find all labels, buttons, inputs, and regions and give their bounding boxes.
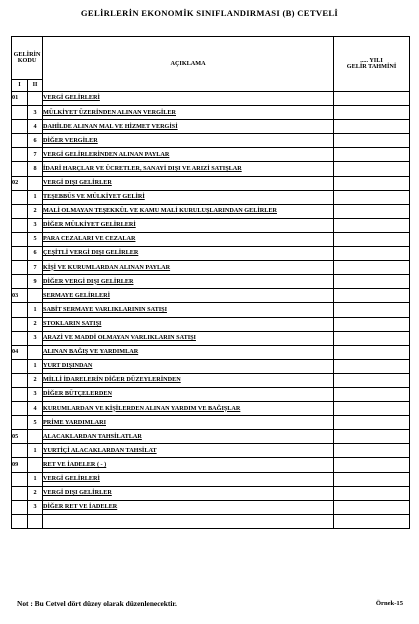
estimate-cell — [334, 176, 410, 190]
description-cell: DİĞER VERGİ DIŞI GELİRLER — [43, 275, 334, 289]
code-level-1-cell — [12, 486, 28, 500]
code-level-2-cell — [28, 289, 43, 303]
code-level-1-cell — [12, 303, 28, 317]
estimate-cell — [334, 317, 410, 331]
table-row — [12, 514, 410, 528]
table-body — [12, 92, 410, 529]
code-level-1-cell: 01 — [12, 92, 28, 106]
estimate-cell — [334, 261, 410, 275]
estimate-cell — [334, 218, 410, 232]
table-row — [12, 472, 410, 486]
estimate-cell — [334, 430, 410, 444]
description-cell: RET VE İADELER ( - ) — [43, 458, 334, 472]
description-cell: ALACAKLARDAN TAHSİLATLAR — [43, 430, 334, 444]
estimate-cell — [334, 303, 410, 317]
table-row — [12, 500, 410, 514]
header-revenue-estimate-line1: ..... YILI — [360, 56, 383, 64]
table-row — [12, 444, 410, 458]
description-cell: KURUMLARDAN VE KİŞİLERDEN ALINAN YARDIM VE BAĞIŞLAR — [43, 402, 334, 416]
code-level-1-cell — [12, 387, 28, 401]
estimate-cell — [334, 486, 410, 500]
estimate-cell — [334, 275, 410, 289]
page-title: GELİRLERİN EKONOMİK SINIFLANDIRMASI (B) CETVELİ — [80, 8, 339, 18]
code-level-1-cell — [12, 359, 28, 373]
code-level-1-cell — [12, 162, 28, 176]
description-cell: ARAZİ VE MADDİ OLMAYAN VARLIKLARIN SATIŞI — [43, 331, 334, 345]
header-revenue-code-line1: GELİRİN — [13, 50, 41, 58]
code-level-1-cell — [12, 416, 28, 430]
code-level-2-cell: 2 — [28, 486, 43, 500]
code-level-2-cell: 7 — [28, 261, 43, 275]
code-level-1-cell — [12, 218, 28, 232]
code-level-1-cell — [12, 134, 28, 148]
table-row — [12, 247, 410, 261]
header-code-level-1: I — [12, 80, 28, 92]
estimate-cell — [334, 500, 410, 514]
estimate-cell — [334, 148, 410, 162]
code-level-2-cell — [28, 514, 43, 528]
estimate-cell — [334, 106, 410, 120]
code-level-2-cell: 6 — [28, 247, 43, 261]
description-cell: SABİT SERMAYE VARLIKLARININ SATIŞI — [43, 303, 334, 317]
code-level-2-cell: 1 — [28, 359, 43, 373]
table-row — [12, 232, 410, 246]
code-level-2-cell: 1 — [28, 472, 43, 486]
table-row — [12, 416, 410, 430]
code-level-2-cell: 1 — [28, 190, 43, 204]
description-cell: TEŞEBBÜS VE MÜLKİYET GELİRİ — [43, 190, 334, 204]
table-row — [12, 317, 410, 331]
table-row — [12, 106, 410, 120]
code-level-2-cell: 3 — [28, 387, 43, 401]
code-level-1-cell — [12, 514, 28, 528]
estimate-cell — [334, 402, 410, 416]
code-level-1-cell — [12, 190, 28, 204]
estimate-cell — [334, 359, 410, 373]
code-level-2-cell — [28, 458, 43, 472]
estimate-cell — [334, 373, 410, 387]
table-row — [12, 373, 410, 387]
table-row — [12, 402, 410, 416]
code-level-2-cell: 3 — [28, 106, 43, 120]
estimate-cell — [334, 247, 410, 261]
code-level-2-cell: 9 — [28, 275, 43, 289]
table-row — [12, 120, 410, 134]
description-cell: ÇEŞİTLİ VERGİ DIŞI GELİRLER — [43, 247, 334, 261]
description-cell: VERGİ DIŞI GELİRLER — [43, 176, 334, 190]
header-code-level-2: II — [28, 80, 43, 92]
table-row — [12, 176, 410, 190]
example-number: Örnek-15 — [375, 600, 403, 607]
code-level-2-cell: 5 — [28, 416, 43, 430]
table-row — [12, 92, 410, 106]
description-cell: PARA CEZALARI VE CEZALAR — [43, 232, 334, 246]
estimate-cell — [334, 514, 410, 528]
table-row — [12, 218, 410, 232]
estimate-cell — [334, 120, 410, 134]
estimate-cell — [334, 204, 410, 218]
table-row — [12, 289, 410, 303]
table-row — [12, 345, 410, 359]
table-row — [12, 387, 410, 401]
code-level-2-cell: 5 — [28, 232, 43, 246]
estimate-cell — [334, 232, 410, 246]
code-level-2-cell: 3 — [28, 218, 43, 232]
description-cell: VERGİ DIŞI GELİRLER — [43, 486, 334, 500]
table-row — [12, 430, 410, 444]
table-row — [12, 303, 410, 317]
description-cell: VERGİ GELİRLERİ — [43, 472, 334, 486]
code-level-2-cell — [28, 92, 43, 106]
code-level-1-cell — [12, 148, 28, 162]
estimate-cell — [334, 162, 410, 176]
estimate-cell — [334, 289, 410, 303]
header-revenue-estimate-line2: GELİR TAHMİNİ — [346, 63, 397, 70]
code-level-2-cell — [28, 176, 43, 190]
estimate-cell — [334, 458, 410, 472]
header-revenue-code-line2: KODU — [17, 57, 37, 64]
code-level-1-cell — [12, 204, 28, 218]
code-level-2-cell: 2 — [28, 204, 43, 218]
code-level-2-cell: 7 — [28, 148, 43, 162]
table-row — [12, 331, 410, 345]
table-row — [12, 359, 410, 373]
description-cell: DİĞER RET VE İADELER — [43, 500, 334, 514]
table-row — [12, 486, 410, 500]
code-level-1-cell — [12, 232, 28, 246]
code-level-2-cell: 8 — [28, 162, 43, 176]
code-level-1-cell: 04 — [12, 345, 28, 359]
description-cell: İDARİ HARÇLAR VE ÜCRETLER, SANAYİ DIŞI VE ARIZİ SATIŞLAR — [43, 162, 334, 176]
estimate-cell — [334, 92, 410, 106]
code-level-1-cell — [12, 247, 28, 261]
header-revenue-estimate — [334, 37, 410, 92]
code-level-2-cell: 4 — [28, 120, 43, 134]
code-level-2-cell — [28, 345, 43, 359]
description-cell: VERGİ GELİRLERİ — [43, 92, 334, 106]
code-level-1-cell: 05 — [12, 430, 28, 444]
estimate-cell — [334, 444, 410, 458]
code-level-1-cell — [12, 106, 28, 120]
code-level-2-cell: 1 — [28, 444, 43, 458]
description-cell: YURTİÇİ ALACAKLARDAN TAHSİLAT — [43, 444, 334, 458]
code-level-1-cell — [12, 120, 28, 134]
description-cell: ALINAN BAĞIŞ VE YARDIMLAR — [43, 345, 334, 359]
code-level-2-cell: 6 — [28, 134, 43, 148]
code-level-1-cell — [12, 373, 28, 387]
code-level-2-cell: 1 — [28, 303, 43, 317]
code-level-1-cell — [12, 444, 28, 458]
code-level-2-cell: 2 — [28, 373, 43, 387]
table-row — [12, 204, 410, 218]
code-level-1-cell — [12, 261, 28, 275]
description-cell: DİĞER VERGİLER — [43, 134, 334, 148]
code-level-2-cell: 3 — [28, 331, 43, 345]
code-level-2-cell — [28, 430, 43, 444]
description-cell: PRİME YARDIMLARI — [43, 416, 334, 430]
footnote: Not : Bu Cetvel dört düzey olarak düzenlenecektir. — [17, 599, 177, 608]
estimate-cell — [334, 345, 410, 359]
header-description: AÇIKLAMA — [43, 37, 334, 92]
estimate-cell — [334, 331, 410, 345]
code-level-2-cell: 4 — [28, 402, 43, 416]
estimate-cell — [334, 387, 410, 401]
code-level-1-cell — [12, 317, 28, 331]
table-row — [12, 148, 410, 162]
description-cell: STOKLARIN SATIŞI — [43, 317, 334, 331]
description-cell: DİĞER BÜTÇELERDEN — [43, 387, 334, 401]
estimate-cell — [334, 190, 410, 204]
estimate-cell — [334, 134, 410, 148]
revenue-classification-table — [11, 36, 410, 529]
description-cell: MİLLİ İDARELERİN DİĞER DÜZEYLERİNDEN — [43, 373, 334, 387]
code-level-2-cell: 3 — [28, 500, 43, 514]
description-cell: KİŞİ VE KURUMLARDAN ALINAN PAYLAR — [43, 261, 334, 275]
code-level-1-cell: 02 — [12, 176, 28, 190]
estimate-cell — [334, 416, 410, 430]
table-row — [12, 162, 410, 176]
code-level-1-cell — [12, 472, 28, 486]
description-cell: DAHİLDE ALINAN MAL VE HİZMET VERGİSİ — [43, 120, 334, 134]
code-level-1-cell: 09 — [12, 458, 28, 472]
description-cell: DİĞER MÜLKİYET GELİRLERİ — [43, 218, 334, 232]
description-cell: MÜLKİYET ÜZERİNDEN ALINAN VERGİLER — [43, 106, 334, 120]
description-cell: MALİ OLMAYAN TEŞEKKÜL VE KAMU MALİ KURULUŞLARINDAN GELİRLER — [43, 204, 334, 218]
code-level-2-cell: 2 — [28, 317, 43, 331]
table-row — [12, 275, 410, 289]
estimate-cell — [334, 472, 410, 486]
code-level-1-cell — [12, 402, 28, 416]
code-level-1-cell — [12, 275, 28, 289]
table-row — [12, 261, 410, 275]
table-row — [12, 458, 410, 472]
description-cell: SERMAYE GELİRLERİ — [43, 289, 334, 303]
code-level-1-cell — [12, 331, 28, 345]
code-level-1-cell — [12, 500, 28, 514]
description-cell — [43, 514, 334, 528]
table-row — [12, 134, 410, 148]
code-level-1-cell: 03 — [12, 289, 28, 303]
table-row — [12, 190, 410, 204]
description-cell: YURT DIŞINDAN — [43, 359, 334, 373]
description-cell: VERGİ GELİRLERİNDEN ALINAN PAYLAR — [43, 148, 334, 162]
header-revenue-code — [12, 37, 43, 80]
